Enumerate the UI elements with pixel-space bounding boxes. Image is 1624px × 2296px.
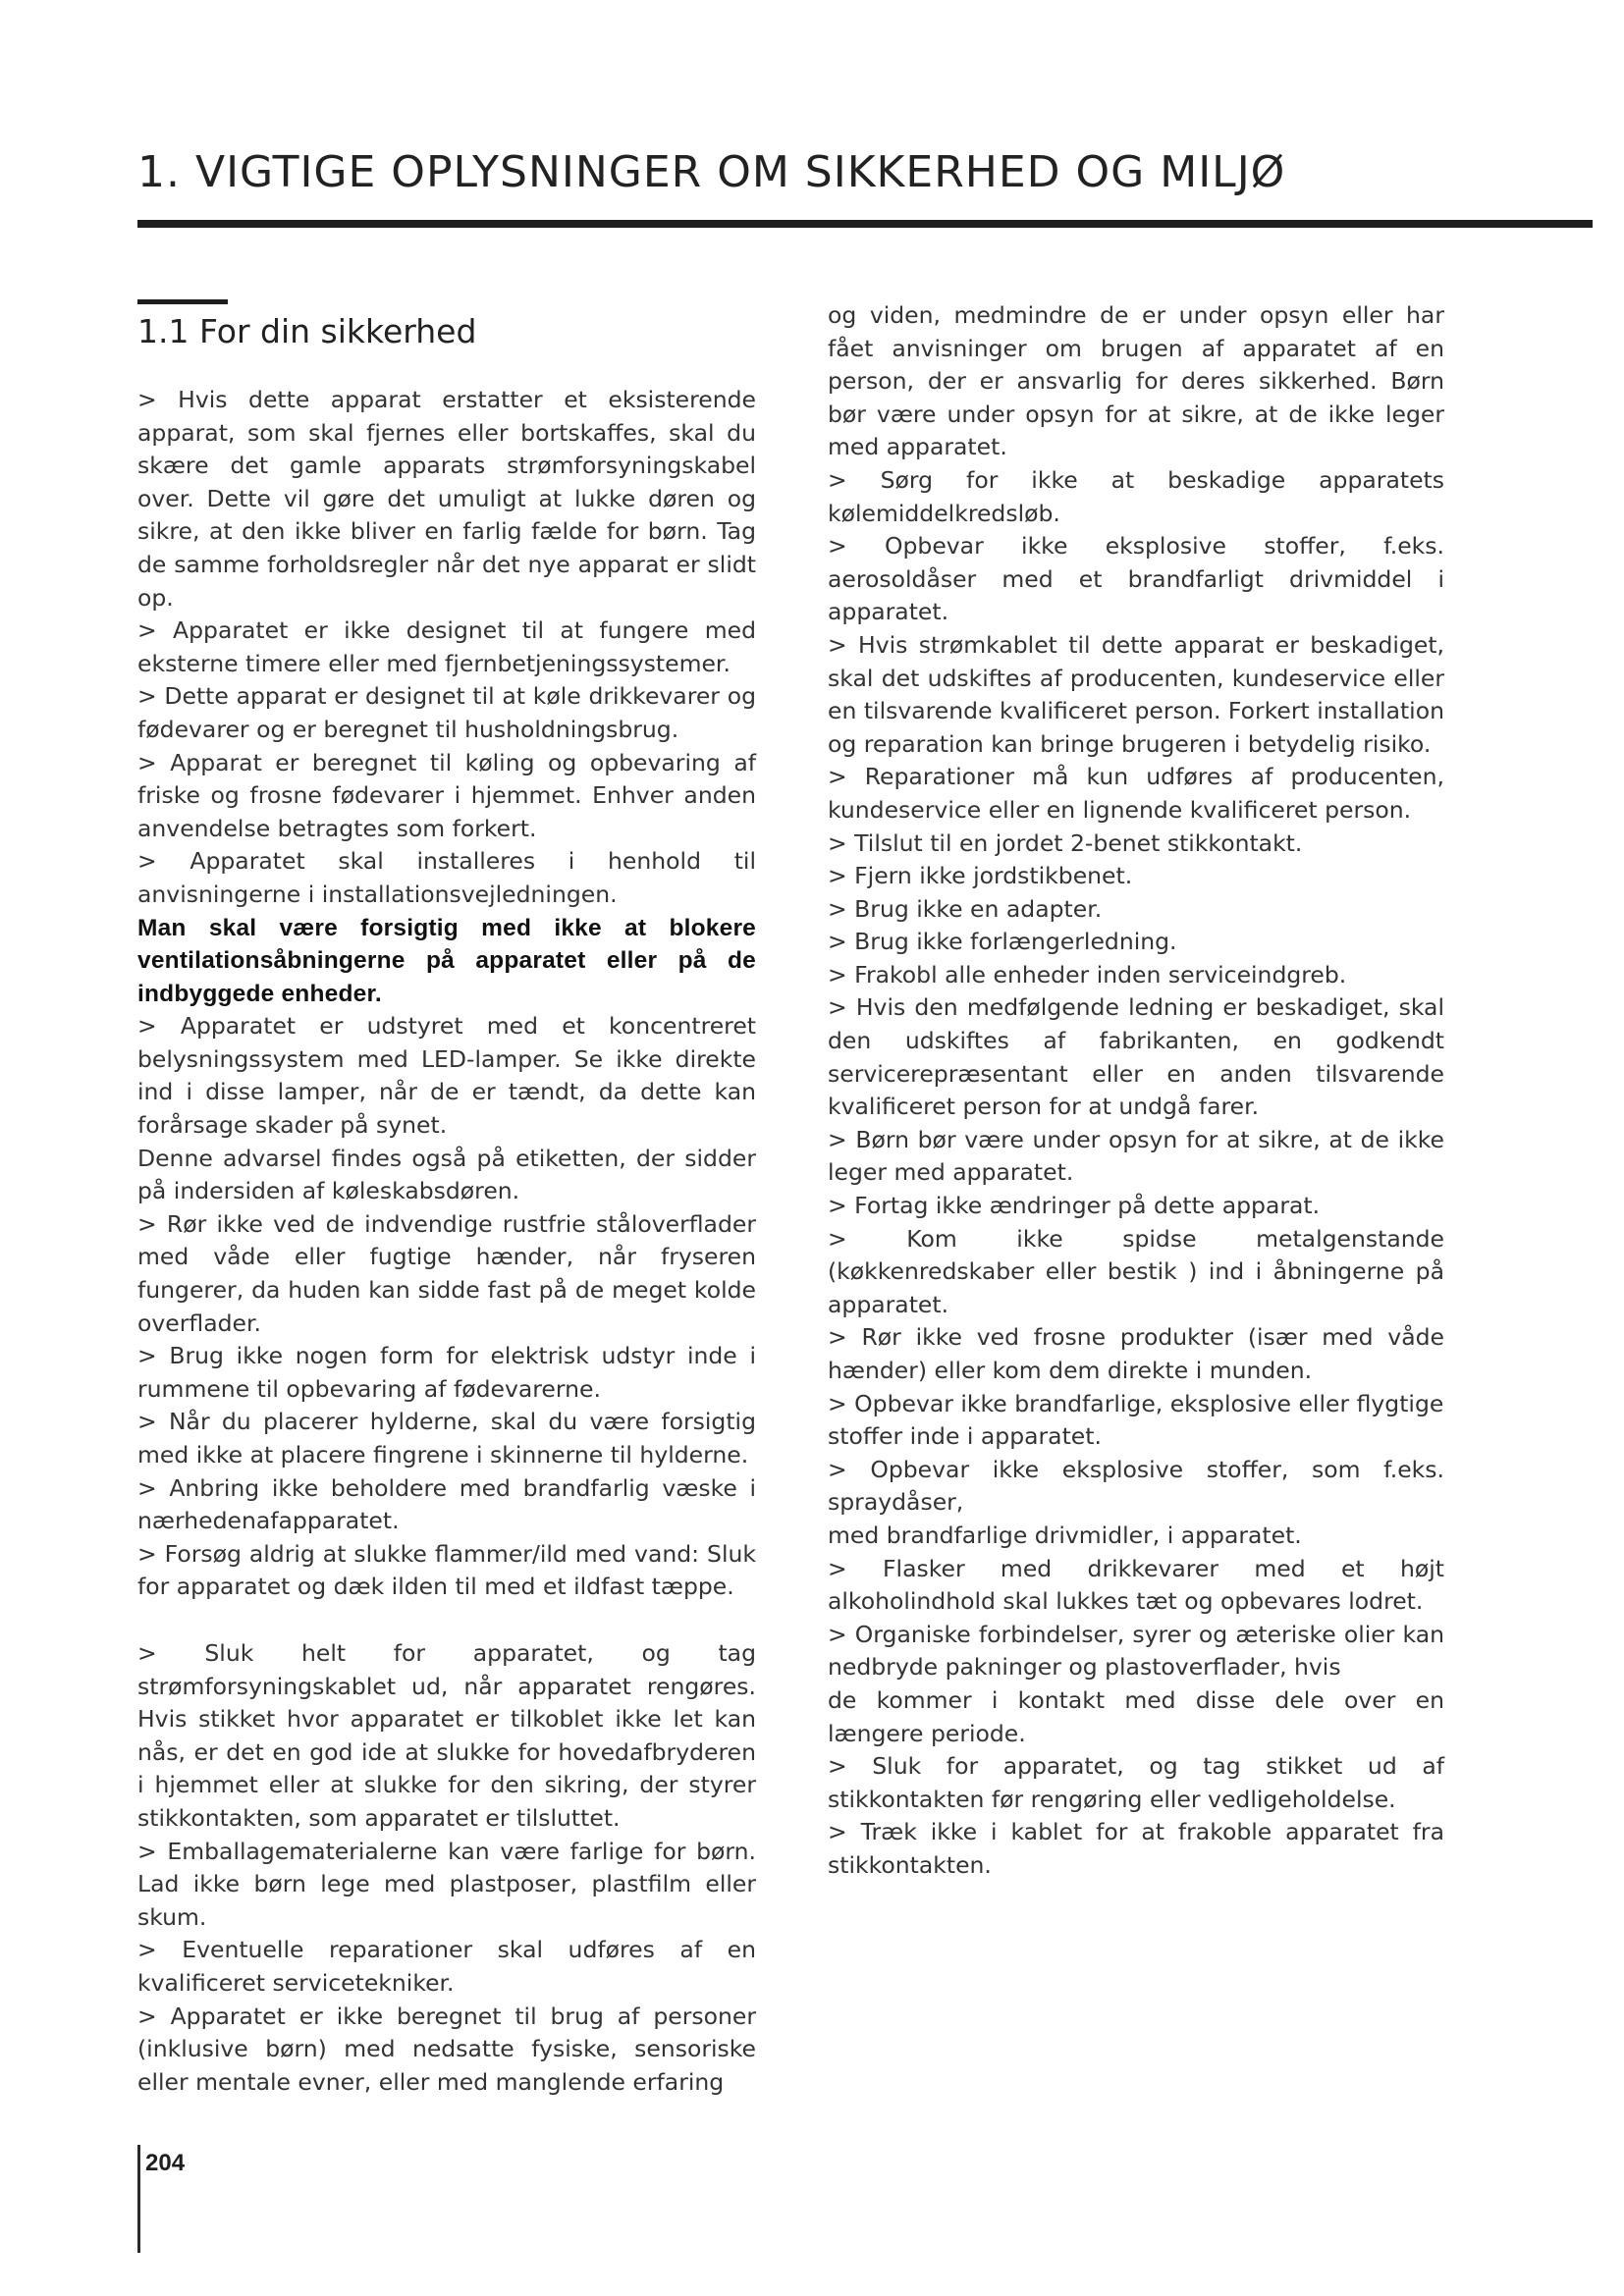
paragraph-gap — [137, 1604, 756, 1637]
safety-paragraph: > Brug ikke en adapter. — [828, 894, 1103, 923]
safety-paragraph: og viden, medmindre de er under opsyn eller har fået anvisninger om brugen af apparatet af en person, der er ansvarlig for deres sikkerhed. Børn bør være under opsyn for at sikre, at de ikke leger med apparatet. — [828, 301, 1444, 461]
safety-paragraph: > Hvis dette apparat erstatter et eksisterende apparat, som skal fjernes eller bortskaffes, skal du skære det gamle apparats strømforsyningskabel over. Dette vil gøre det umuligt at lukke døren og sikre, at den ikke bliver en farlig fælde for børn. Tag de samme forholdsregler når det nye apparat er slidt op. — [137, 386, 756, 612]
safety-paragraph: > Emballagematerialerne kan være farlige for børn. Lad ikke børn lege med plastposer, plastfilm eller skum. — [137, 1837, 756, 1931]
safety-paragraph: > Børn bør være under opsyn for at sikre, at de ikke leger med apparatet. — [828, 1125, 1444, 1187]
safety-paragraph: > Apparat er beregnet til køling og opbevaring af friske og frosne fødevarer i hjemmet. Enhver anden anvendelse betragtes som forkert. — [137, 748, 756, 842]
safety-paragraph: > Rør ikke ved de indvendige rustfrie ståloverflader med våde eller fugtige hænder, når fryseren fungerer, da huden kan sidde fast på de meget kolde overflader. — [137, 1209, 756, 1337]
safety-paragraph: > Apparatet er udstyret med et koncentreret belysningssystem med LED-lamper. Se ikke direkte ind i disse lamper, når de er tændt, da dette kan forårsage skader på synet. — [137, 1012, 756, 1140]
safety-paragraph: > Apparatet er ikke designet til at fungere med eksterne timere eller med fjernbetjeningssystemer. — [137, 616, 756, 677]
safety-paragraph: > Brug ikke forlængerledning. — [828, 928, 1177, 956]
safety-paragraph: > Apparatet er ikke beregnet til brug af personer (inklusive børn) med nedsatte fysiske, sensoriske eller mentale evner, eller med manglende erfaring — [137, 2002, 756, 2096]
safety-paragraph: > Flasker med drikkevarer med et højt alkoholindhold skal lukkes tæt og opbevares lodret. — [828, 1554, 1444, 1616]
safety-paragraph: > Sluk for apparatet, og tag stikket ud af stikkontakten før rengøring eller vedligeholdelse. — [828, 1752, 1444, 1813]
page-number: 204 — [145, 2150, 186, 2176]
safety-paragraph: > Rør ikke ved frosne produkter (især med våde hænder) eller kom dem direkte i munden. — [828, 1323, 1444, 1384]
safety-paragraph: > Apparatet skal installeres i henhold til anvisningerne i installationsvejledningen. — [137, 847, 756, 908]
safety-paragraph: > Kom ikke spidse metalgenstande (køkkenredskaber eller bestik ) ind i åbningerne på apparatet. — [828, 1224, 1444, 1318]
safety-paragraph: > Opbevar ikke eksplosive stoffer, som f.eks. spraydåser, — [828, 1455, 1444, 1517]
safety-paragraph: > Fortag ikke ændringer på dette apparat. — [828, 1192, 1321, 1220]
safety-paragraph: de kommer i kontakt med disse dele over en længere periode. — [828, 1685, 1444, 1747]
safety-paragraph: > Brug ikke nogen form for elektrisk udstyr inde i rummene til opbevaring af fødevarerne. — [137, 1342, 756, 1403]
safety-paragraph: Denne advarsel findes også på etiketten, der sidder på indersiden af køleskabsdøren. — [137, 1144, 756, 1205]
safety-paragraph: > Træk ikke i kablet for at frakoble apparatet fra stikkontakten. — [828, 1818, 1444, 1879]
safety-paragraph: > Sluk helt for apparatet, og tag strømforsyningskablet ud, når apparatet rengøres. Hvis stikket hvor apparatet er tilkoblet ikke let kan nås, er det en god ide at slukke for hovedafbryderen i hjemmet eller at slukke for den sikring, der styrer stikkontakten, som apparatet er tilsluttet. — [137, 1638, 756, 1832]
ventilation-warning: Man skal være forsigtig med ikke at blokere ventilationsåbningerne på apparatet eller på de indbyggede enheder. — [137, 914, 756, 1007]
left-column — [137, 384, 756, 2099]
safety-paragraph: > Forsøg aldrig at slukke flammer/ild med vand: Sluk for apparatet og dæk ilden til med et ildfast tæppe. — [137, 1539, 756, 1601]
safety-paragraph: > Opbevar ikke eksplosive stoffer, f.eks. aerosoldåser med et brandfarligt drivmiddel i apparatet. — [828, 532, 1444, 626]
safety-paragraph: med brandfarlige drivmidler, i apparatet. — [828, 1521, 1302, 1549]
safety-paragraph: > Fjern ikke jordstikbenet. — [828, 862, 1133, 890]
page-number-rule — [137, 2145, 140, 2253]
safety-paragraph: > Tilslut til en jordet 2-benet stikkontakt. — [828, 828, 1303, 857]
right-column — [828, 299, 1444, 1883]
safety-paragraph: > Hvis strømkablet til dette apparat er beskadiget, skal det udskiftes af producenten, kundeservice eller en tilsvarende kvalificeret person. Forkert installation og reparation kan bringe brugeren i betydelig risiko. — [828, 630, 1444, 758]
safety-paragraph: > Dette apparat er designet til at køle drikkevarer og fødevarer og er beregnet til husholdningsbrug. — [137, 682, 756, 743]
safety-paragraph: stoffer inde i apparatet. — [828, 1422, 1102, 1451]
safety-paragraph: > Frakobl alle enheder inden serviceindgreb. — [828, 960, 1347, 988]
safety-paragraph: > Reparationer må kun udføres af producenten, kundeservice eller en lignende kvalificeret person. — [828, 763, 1444, 824]
section-heading: 1.1 For din sikkerhed — [137, 312, 477, 350]
safety-paragraph: > Sørg for ikke at beskadige apparatets kølemiddelkredsløb. — [828, 465, 1444, 527]
safety-paragraph: > Organiske forbindelser, syrer og æteriske olier kan nedbryde pakninger og plastoverflader, hvis — [828, 1620, 1444, 1682]
safety-paragraph: > Anbring ikke beholdere med brandfarlig væske i nærhedenafapparatet. — [137, 1473, 756, 1535]
safety-paragraph: > Når du placerer hylderne, skal du være forsigtig med ikke at placere fingrene i skinnerne til hylderne. — [137, 1408, 756, 1468]
page-title: 1. VIGTIGE OPLYSNINGER OM SIKKERHED OG MILJØ — [137, 147, 1286, 197]
safety-paragraph: > Eventuelle reparationer skal udføres af en kvalificeret servicetekniker. — [137, 1936, 756, 1997]
safety-paragraph: > Opbevar ikke brandfarlige, eksplosive eller flygtige — [828, 1389, 1444, 1417]
safety-paragraph: > Hvis den medfølgende ledning er beskadiget, skal den udskiftes af fabrikanten, en godkendt servicerepræsentant eller en anden tilsvarende kvalificeret person for at undgå farer. — [828, 993, 1444, 1121]
section-accent-bar — [137, 299, 228, 304]
title-rule — [137, 220, 1593, 228]
